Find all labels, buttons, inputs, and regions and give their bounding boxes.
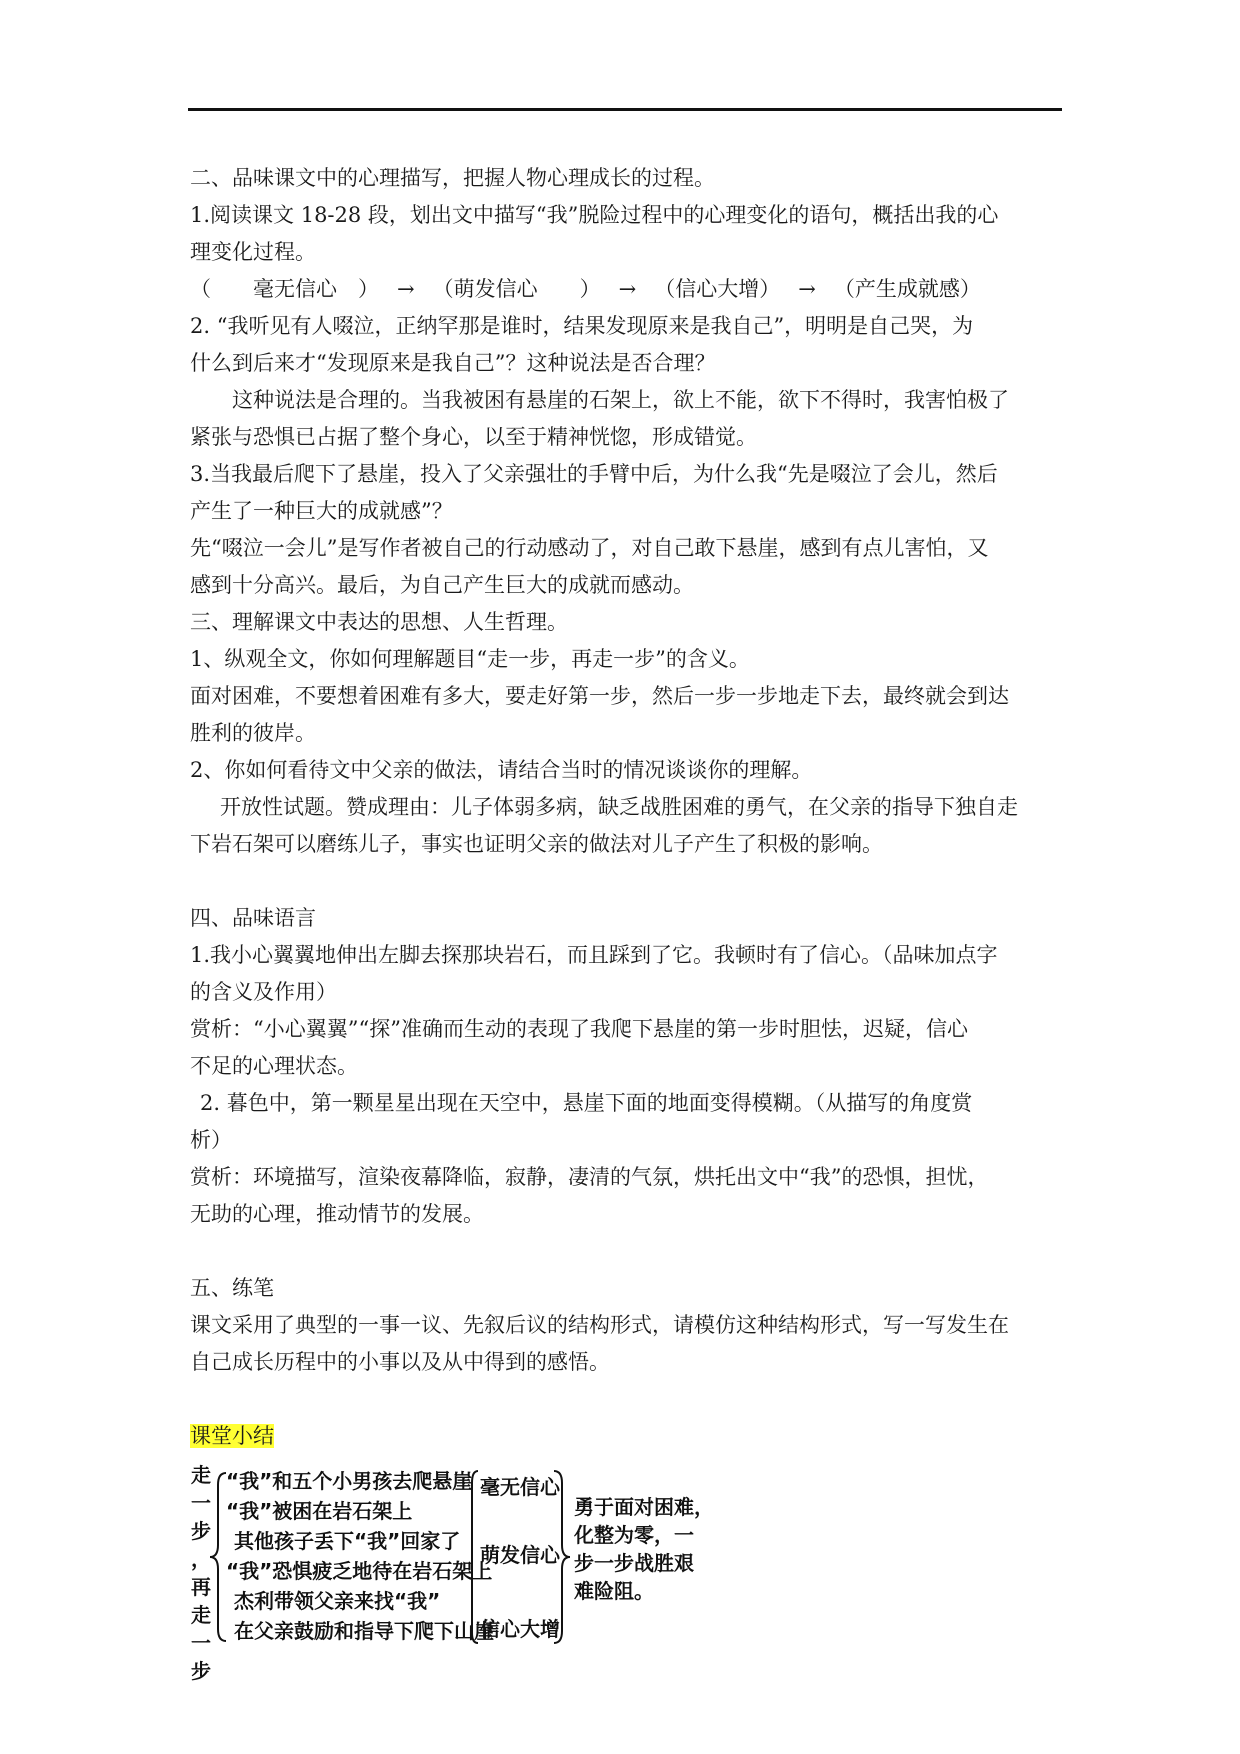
- section5-body-cont: 自己成长历程中的小事以及从中得到的感悟。: [190, 1350, 610, 1374]
- section5-heading: 五、练笔: [190, 1276, 274, 1300]
- section3-a1: 面对困难，不要想着困难有多大，要走好第一步，然后一步一步地走下去，最终就会到达: [190, 684, 1009, 708]
- section5-body: 课文采用了典型的一事一议、先叙后议的结构形式，请模仿这种结构形式，写一写发生在: [190, 1313, 1009, 1337]
- event-6: 在父亲鼓励和指导下爬下山崖: [234, 1619, 494, 1643]
- section4-a2-cont: 无助的心理，推动情节的发展。: [190, 1202, 484, 1226]
- event-3: 其他孩子丢下“我”回家了: [234, 1529, 461, 1553]
- summary-title-text: 课堂小结: [190, 1424, 274, 1448]
- flow-arrow-3: →: [798, 277, 816, 301]
- summary-title: [190, 1418, 1062, 1455]
- spacer: [190, 1233, 1062, 1270]
- section2-q1: 1.阅读课文 18-28 段，划出文中描写“我”脱险过程中的心理变化的语句，概括出我的心: [190, 203, 999, 227]
- section3-a1-cont: 胜利的彼岸。: [190, 721, 316, 745]
- spacer: [190, 863, 1062, 900]
- section2-a3-cont: 感到十分高兴。最后，为自己产生巨大的成就而感动。: [190, 573, 694, 597]
- section2-a2: 这种说法是合理的。当我被困有悬崖的石架上，欲上不能，欲下不得时，我害怕极了: [232, 388, 1009, 412]
- bracket-middle: [472, 1471, 478, 1643]
- flow-stage-3: （信心大增）: [654, 277, 781, 301]
- section4-q2: 2. 暮色中，第一颗星星出现在天空中，悬崖下面的地面变得模糊。（从描写的角度赏: [200, 1091, 973, 1115]
- section2-a3: 先“啜泣一会儿”是写作者被自己的行动感动了，对自己敢下悬崖，感到有点儿害怕，又: [190, 536, 989, 560]
- section4-q2-cont: 析）: [190, 1128, 232, 1152]
- stage-3: 信心大增: [480, 1617, 560, 1641]
- mood-flow: [190, 271, 1062, 308]
- section3-heading: 三、理解课文中表达的思想、人生哲理。: [190, 610, 568, 634]
- section4-a1-cont: 不足的心理状态。: [190, 1054, 358, 1078]
- bracket-left: [210, 1473, 226, 1641]
- section3-a2: 开放性试题。赞成理由：儿子体弱多病，缺乏战胜困难的勇气，在父亲的指导下独自走: [220, 795, 1018, 819]
- conclusion-line-1: 勇于面对困难，: [574, 1495, 714, 1519]
- vertical-char: 再: [191, 1575, 211, 1599]
- flow-stage-2: （萌发信心 ）: [432, 277, 601, 301]
- vertical-char: 一: [191, 1631, 211, 1655]
- section4-q1-cont: 的含义及作用）: [190, 980, 337, 1004]
- section3-q1: 1、纵观全文，你如何理解题目“走一步，再走一步”的含义。: [190, 647, 750, 671]
- section3-a2-cont: 下岩石架可以磨练儿子，事实也证明父亲的做法对儿子产生了积极的影响。: [190, 832, 883, 856]
- event-4: “我”恐惧疲乏地待在岩石架上: [226, 1559, 493, 1583]
- section2-q3-cont: 产生了一种巨大的成就感”？: [190, 499, 453, 523]
- section2-q1-cont: 理变化过程。: [190, 240, 316, 264]
- section3-q2: 2、你如何看待文中父亲的做法，请结合当时的情况谈谈你的理解。: [190, 758, 813, 782]
- stage-1: 毫无信心: [480, 1475, 560, 1499]
- header-rule: [188, 108, 1062, 111]
- event-1: “我”和五个小男孩去爬悬崖: [226, 1469, 473, 1493]
- vertical-char: 走: [191, 1603, 211, 1627]
- vertical-char: 走: [191, 1463, 211, 1487]
- conclusion-line-4: 难险阻。: [574, 1579, 654, 1603]
- stage-2: 萌发信心: [480, 1543, 560, 1567]
- summary-diagram: [190, 1461, 714, 1683]
- section4-a1: 赏析：“小心翼翼”“探”准确而生动的表现了我爬下悬崖的第一步时胆怯，迟疑，信心: [190, 1017, 968, 1041]
- section2-q2: 2. “我听见有人啜泣，正纳罕那是谁时，结果发现原来是我自己”，明明是自己哭，为: [190, 314, 974, 338]
- section2-heading: 二、品味课文中的心理描写，把握人物心理成长的过程。: [190, 166, 715, 190]
- conclusion-line-2: 化整为零，一: [574, 1523, 694, 1547]
- event-5: 杰利带领父亲来找“我”: [234, 1589, 441, 1613]
- flow-stage-1: （ 毫无信心 ）: [190, 277, 379, 301]
- section4-q1: 1.我小心翼翼地伸出左脚去探那块岩石，而且踩到了它。我顿时有了信心。（品味加点字: [190, 943, 998, 967]
- conclusion-line-3: 步一步战胜艰: [574, 1551, 694, 1575]
- section2-a2-cont: 紧张与恐惧已占据了整个身心，以至于精神恍惚，形成错觉。: [190, 425, 757, 449]
- section4-heading: 四、品味语言: [190, 906, 316, 930]
- spacer: [190, 1381, 1062, 1418]
- flow-stage-4: （产生成就感）: [833, 277, 981, 301]
- summary-vertical-title: [190, 1461, 212, 1685]
- vertical-char: ，: [191, 1547, 211, 1571]
- section2-q2-cont: 什么到后来才“发现原来是我自己”？这种说法是否合理？: [190, 351, 716, 375]
- vertical-char: 步: [191, 1519, 211, 1543]
- document-body: [190, 160, 1062, 1683]
- event-2: “我”被困在岩石架上: [226, 1499, 413, 1523]
- vertical-char: 步: [191, 1659, 211, 1683]
- section2-q3: 3.当我最后爬下了悬崖，投入了父亲强壮的手臂中后，为什么我“先是啜泣了会儿，然后: [190, 462, 998, 486]
- flow-arrow-2: →: [618, 277, 637, 301]
- flow-arrow-1: →: [397, 277, 415, 301]
- vertical-char: 一: [191, 1491, 211, 1515]
- section4-a2: 赏析：环境描写，渲染夜幕降临，寂静，凄清的气氛，烘托出文中“我”的恐惧，担忧，: [190, 1165, 989, 1189]
